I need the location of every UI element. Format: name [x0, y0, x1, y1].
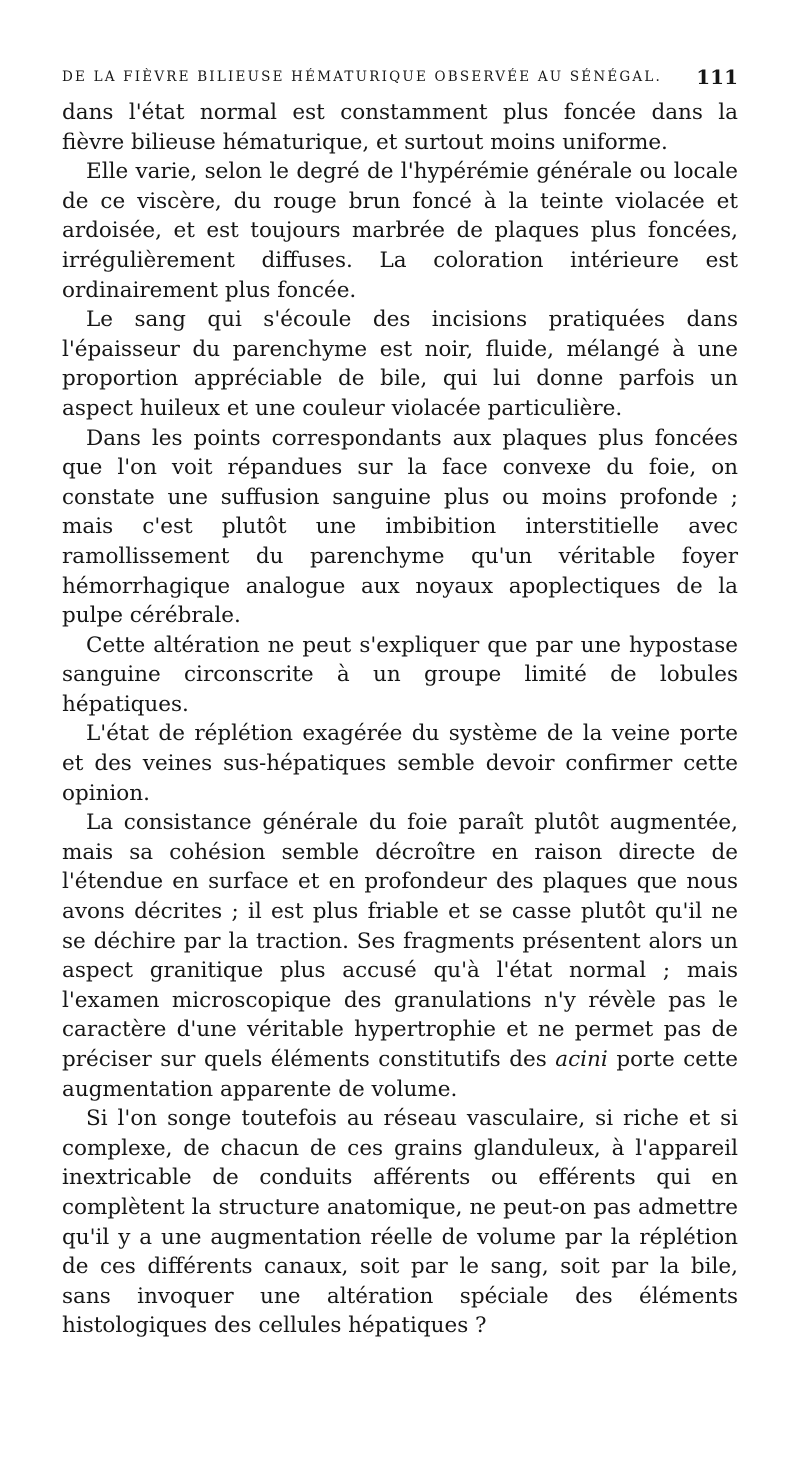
italic-term: acini: [555, 1047, 608, 1072]
running-header: [62, 62, 738, 92]
paragraph: Le sang qui s'écoule des incisions pratiquées dans l'épaisseur du parenchyme est noir, fluide, mélangé à une proportion appréciable de bile, qui lui donne parfois un aspect huileux et une couleur violacée particulière.: [62, 307, 738, 421]
paragraph: [62, 808, 738, 1104]
paragraph-text: La consistance générale du foie paraît plutôt augmentée, mais sa cohésion semble décroître en raison directe de l'étendue en surface et en profondeur des plaques que nous avons décrites ; il est plus friable et se casse plutôt qu'il ne se déchire par la traction. Ses fragments présentent alors un aspect granitique plus accusé qu'à l'état normal ; mais l'examen microscopique des granulations n'y révèle pas le caractère d'une véritable hypertrophie et ne permet pas de préciser sur quels éléments constitutifs des: [62, 810, 738, 1072]
page-number: 111: [696, 65, 738, 89]
paragraph-text: porte cette augmentation apparente de volume.: [62, 1047, 738, 1102]
paragraph-continued: dans l'état normal est constamment plus foncée dans la fièvre bilieuse hématurique, et surtout moins uniforme.: [62, 100, 738, 155]
paragraph: L'état de réplétion exagérée du système de la veine porte et des veines sus-hépatiques semble devoir confirmer cette opinion.: [62, 721, 738, 806]
running-title: DE LA FIÈVRE BILIEUSE HÉMATURIQUE OBSERVÉE AU SÉNÉGAL.: [62, 69, 663, 85]
body-text: [62, 98, 738, 1341]
paragraph: Elle varie, selon le degré de l'hypérémie générale ou locale de ce viscère, du rouge brun foncé à la teinte violacée et ardoisée, et est toujours marbrée de plaques plus foncées, irrégulièrement diffuses. La coloration intérieure est ordinairement plus foncée.: [62, 159, 738, 303]
paragraph: Si l'on songe toutefois au réseau vasculaire, si riche et si complexe, de chacun de ces grains glanduleux, à l'appareil inextricable de conduits afférents ou efférents qui en complètent la structure anatomique, ne peut-on pas admettre qu'il y a une augmentation réelle de volume par la réplétion de ces différents canaux, soit par le sang, soit par la bile, sans invoquer une altération spéciale des éléments histologiques des cellules hépatiques ?: [62, 1106, 738, 1339]
paragraph: Dans les points correspondants aux plaques plus foncées que l'on voit répandues sur la face convexe du foie, on constate une suffusion sanguine plus ou moins profonde ; mais c'est plutôt une imbibition interstitielle avec ramollissement du parenchyme qu'un véritable foyer hémorrhagique analogue aux noyaux apoplectiques de la pulpe cérébrale.: [62, 425, 738, 629]
paragraph: Cette altération ne peut s'expliquer que par une hypostase sanguine circonscrite à un groupe limité de lobules hépatiques.: [62, 632, 738, 717]
